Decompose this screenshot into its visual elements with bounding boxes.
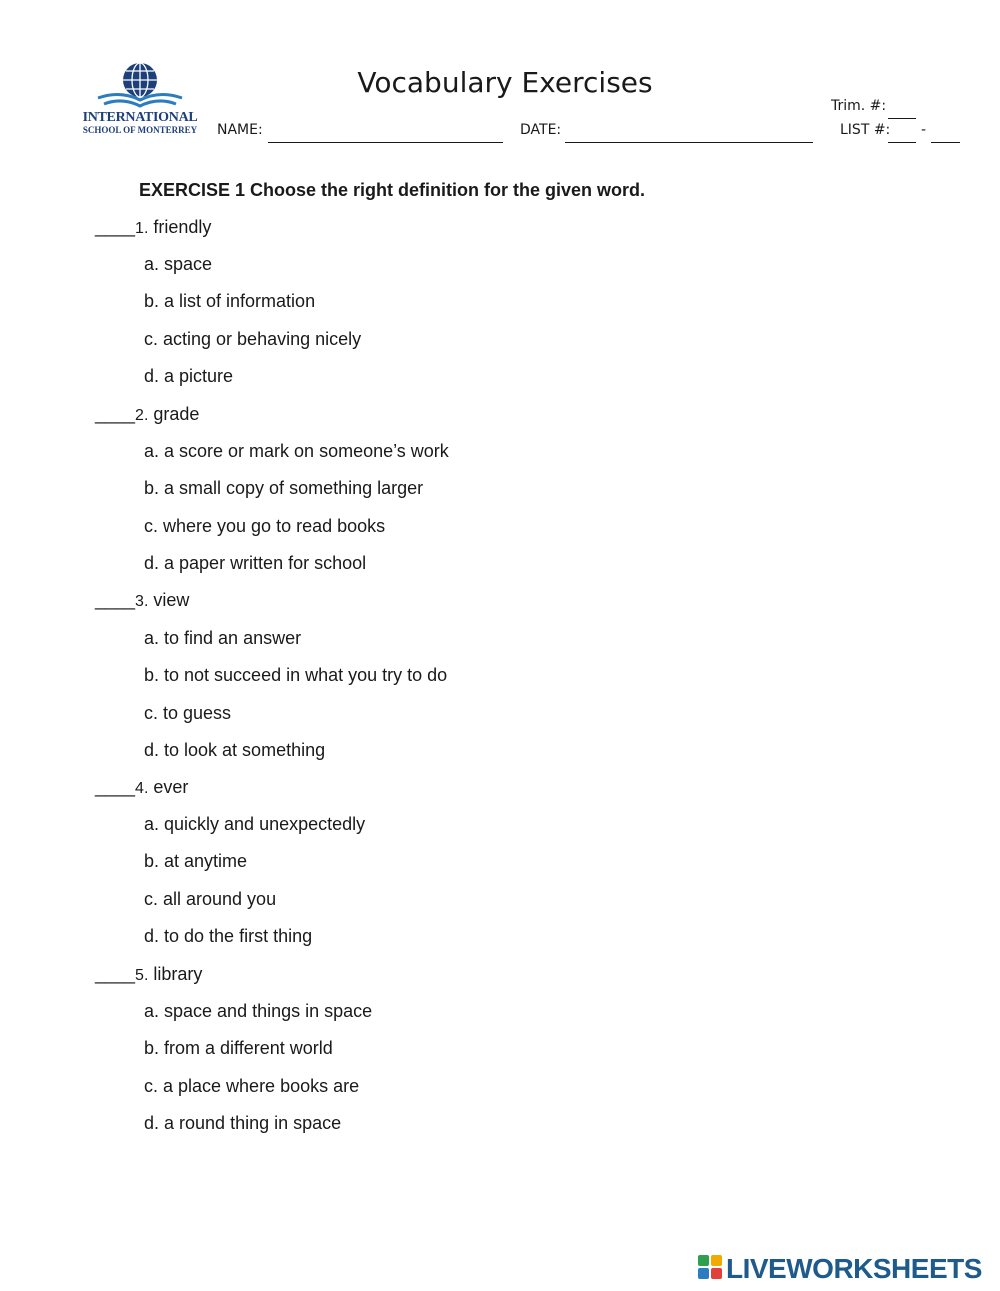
option: d. to do the first thing <box>144 926 313 946</box>
logo-line-1: INTERNATIONAL <box>82 110 198 125</box>
question-number: 2. <box>135 407 149 424</box>
option: c. a place where books are <box>144 1076 360 1096</box>
option: b. to not succeed in what you try to do <box>144 665 448 685</box>
list-field-2[interactable] <box>931 124 960 143</box>
option: b. a list of information <box>144 291 316 311</box>
name-field[interactable] <box>268 124 503 143</box>
option: b. a small copy of something larger <box>144 478 424 498</box>
liveworksheets-blocks-icon <box>698 1255 722 1279</box>
exercise-title: EXERCISE 1 Choose the right definition for the given word. <box>139 180 646 200</box>
option: a. to find an answer <box>144 628 302 648</box>
option: b. from a different world <box>144 1038 333 1058</box>
question <box>95 590 189 611</box>
question-word: ever <box>153 777 189 797</box>
list-separator: - <box>921 122 927 138</box>
option: d. a picture <box>144 366 234 386</box>
question-word: grade <box>153 404 200 424</box>
name-label: NAME: <box>217 122 263 138</box>
option: c. all around you <box>144 889 277 909</box>
option: a. space and things in space <box>144 1001 373 1021</box>
answer-blank[interactable]: ____ <box>95 217 136 237</box>
question-word: friendly <box>153 217 212 237</box>
option: d. to look at something <box>144 740 326 760</box>
question-word: library <box>153 964 203 984</box>
option: a. quickly and unexpectedly <box>144 814 366 834</box>
date-field[interactable] <box>565 124 813 143</box>
option: a. space <box>144 254 213 274</box>
option: c. where you go to read books <box>144 516 386 536</box>
question-word: view <box>153 590 190 610</box>
option: d. a paper written for school <box>144 553 367 573</box>
answer-blank[interactable]: ____ <box>95 590 136 610</box>
question <box>95 777 188 798</box>
answer-blank[interactable]: ____ <box>95 964 136 984</box>
page-title: Vocabulary Exercises <box>357 66 653 99</box>
option: d. a round thing in space <box>144 1113 342 1133</box>
answer-blank[interactable]: ____ <box>95 777 136 797</box>
question <box>95 404 199 425</box>
option: c. to guess <box>144 703 232 723</box>
answer-blank[interactable]: ____ <box>95 404 136 424</box>
date-label: DATE: <box>520 122 562 138</box>
trim-label: Trim. #: <box>831 98 887 114</box>
question-number: 5. <box>135 967 149 984</box>
question-number: 4. <box>135 780 149 797</box>
option: a. a score or mark on someone’s work <box>144 441 449 461</box>
option: b. at anytime <box>144 851 248 871</box>
brand-name: LIVEWORKSHEETS <box>726 1253 982 1284</box>
question <box>95 217 211 238</box>
question <box>95 964 202 985</box>
question-number: 3. <box>135 593 149 610</box>
liveworksheets-logo <box>698 1253 982 1285</box>
list-field-1[interactable] <box>888 124 916 143</box>
trim-field[interactable] <box>888 100 916 119</box>
logo-line-2: SCHOOL OF MONTERREY <box>82 125 198 135</box>
option: c. acting or behaving nicely <box>144 329 362 349</box>
list-label: LIST #: <box>840 122 891 138</box>
question-number: 1. <box>135 220 149 237</box>
